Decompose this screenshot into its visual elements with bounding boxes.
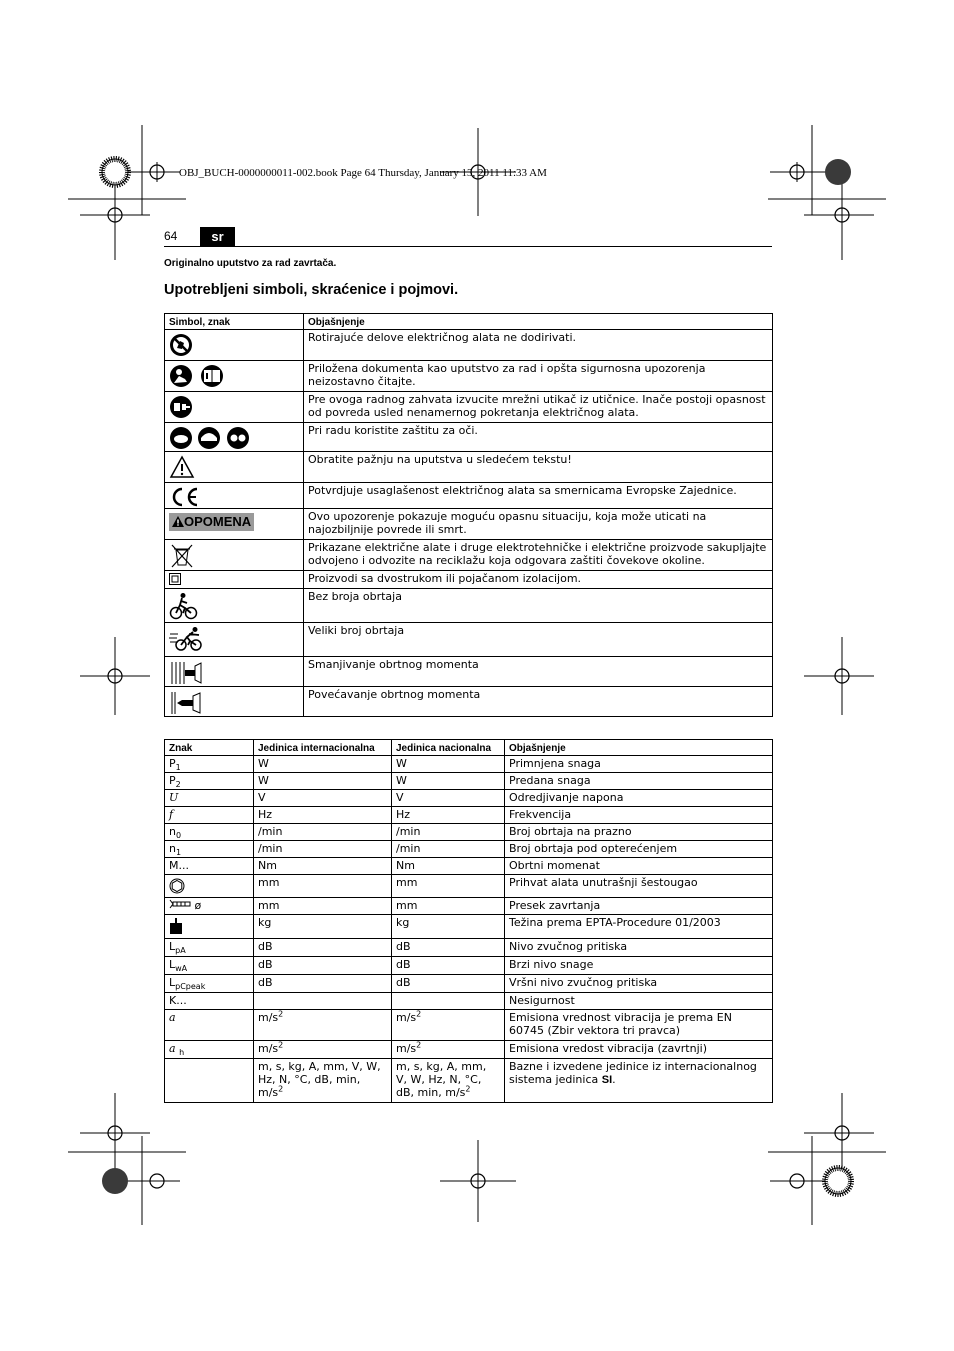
explanation-cell: Prikazane električne alate i druge elektrotehničke i električne proizvode sakupljajte odvojeno i odvozite na reciklažu koja odgovara zaštiti čovekove okoline. [304, 540, 773, 571]
sign-symbol: n [169, 842, 176, 855]
national-unit-cell: dB [392, 939, 505, 957]
eye-protection-icon [169, 426, 251, 451]
sign-symbol: P [169, 757, 176, 770]
symbol-cell [165, 687, 304, 717]
national-unit-cell [392, 1010, 505, 1041]
explanation-text: Bazne i izvedene jedinice iz internacionalnog sistema jedinica [509, 1060, 757, 1086]
explanation-cell: Pri radu koristite zaštitu za oči. [304, 423, 773, 452]
sign-cell [165, 939, 254, 957]
high-speed-bicycle-icon [169, 626, 205, 652]
explanation-cell: Frekvencija [505, 807, 773, 824]
symbol-cell [165, 509, 304, 540]
national-unit-cell: dB [392, 957, 505, 975]
national-unit-cell: /min [392, 824, 505, 841]
explanation-cell: Obratite pažnju na uputstva u sledećem tekstu! [304, 452, 773, 483]
language-tab: sr [200, 227, 235, 246]
table-row [165, 858, 773, 875]
table-row [165, 1010, 773, 1041]
unplug-icon [169, 395, 193, 419]
table-row [165, 509, 773, 540]
table-row [165, 824, 773, 841]
header-rule [164, 246, 772, 247]
sign-subscript: 1 [175, 763, 181, 773]
unit-text: m/s [396, 1011, 417, 1024]
sign-cell: a [165, 1010, 254, 1041]
table-row [165, 623, 773, 657]
international-unit-cell: kg [254, 915, 392, 939]
column-header-international-unit: Jedinica internacionalna [254, 740, 392, 756]
international-unit-cell: dB [254, 939, 392, 957]
explanation-cell: Nivo zvučnog pritiska [505, 939, 773, 957]
sign-subscript: h [179, 1048, 185, 1058]
table-row [165, 915, 773, 939]
table-row [165, 687, 773, 717]
explanation-cell: Povećavanje obrtnog momenta [304, 687, 773, 717]
national-unit-cell: W [392, 773, 505, 790]
page-number: 64 [164, 229, 178, 243]
table-row [165, 1059, 773, 1103]
sign-cell [165, 756, 254, 773]
unit-text: m/s [258, 1042, 279, 1055]
unit-superscript: 2 [416, 1009, 422, 1019]
explanation-cell: Emisiona vrednost vibracija je prema EN 60745 (Zbir vektora tri pravca) [505, 1010, 773, 1041]
sign-cell: f [165, 807, 254, 824]
explanation-cell: Predana snaga [505, 773, 773, 790]
table-row [165, 361, 773, 392]
table-row [165, 392, 773, 423]
units-table [164, 739, 773, 1103]
unit-superscript: 2 [278, 1009, 284, 1019]
table-row [165, 657, 773, 687]
table-row [165, 993, 773, 1010]
explanation-end: . [612, 1073, 616, 1086]
torque-increase-icon [169, 690, 203, 716]
national-unit-cell [392, 1059, 505, 1103]
national-unit-cell: V [392, 790, 505, 807]
symbol-cell [165, 361, 304, 392]
sign-cell: U [165, 790, 254, 807]
symbol-cell [165, 589, 304, 623]
explanation-cell: Primnjena snaga [505, 756, 773, 773]
international-unit-cell: /min [254, 841, 392, 858]
sign-subscript: 1 [175, 848, 182, 858]
double-insulation-icon [169, 573, 181, 585]
explanation-cell: Brzi nivo snage [505, 957, 773, 975]
section-title: Upotrebljeni simboli, skraćenice i pojmovi. [164, 282, 459, 298]
read-manual-icon [169, 364, 225, 389]
low-speed-bicycle-icon [169, 592, 199, 620]
explanation-cell: Rotirajuće delove električnog alata ne dodirivati. [304, 330, 773, 361]
international-unit-cell: mm [254, 875, 392, 898]
ce-mark-icon [169, 486, 199, 508]
sign-cell [165, 898, 254, 915]
unit-text: m/s [258, 1011, 279, 1024]
table-row [165, 330, 773, 361]
symbols-table-header [165, 314, 773, 330]
sign-cell [165, 773, 254, 790]
document-subtitle: Originalno uputstvo za rad zavrtača. [164, 258, 337, 269]
national-unit-cell: Hz [392, 807, 505, 824]
international-unit-cell [254, 1010, 392, 1041]
sign-cell [165, 957, 254, 975]
national-unit-cell [392, 993, 505, 1010]
table-row [165, 773, 773, 790]
symbol-cell [165, 623, 304, 657]
unit-text: m, s, kg, A, mm, V, W, Hz, N, °C, dB, min, m/s [396, 1060, 487, 1099]
explanation-cell: Obrtni momenat [505, 858, 773, 875]
explanation-cell: Vršni nivo zvučnog pritiska [505, 975, 773, 993]
explanation-cell: Smanjivanje obrtnog momenta [304, 657, 773, 687]
explanation-cell: Prihvat alata unutrašnji šestougao [505, 875, 773, 898]
international-unit-cell: Hz [254, 807, 392, 824]
unit-superscript: 2 [416, 1040, 422, 1050]
symbol-cell [165, 330, 304, 361]
explanation-cell: Ovo upozorenje pokazuje moguću opasnu situaciju, koja može uticati na najozbiljnije povrede ili smrt. [304, 509, 773, 540]
table-row [165, 841, 773, 858]
table-row [165, 452, 773, 483]
explanation-cell: Bez broja obrtaja [304, 589, 773, 623]
sign-symbol: L [169, 976, 176, 989]
opomena-label-text: OPOMENA [184, 514, 252, 529]
table-row [165, 807, 773, 824]
torque-decrease-icon [169, 660, 203, 686]
warning-triangle-icon [172, 516, 184, 527]
screw-diameter-icon [169, 899, 191, 909]
column-header-explanation: Objašnjenje [304, 314, 773, 330]
unit-text: m/s [396, 1042, 417, 1055]
symbol-cell [165, 657, 304, 687]
table-row [165, 571, 773, 589]
sign-subscript: pA [175, 946, 186, 956]
international-unit-cell: dB [254, 975, 392, 993]
explanation-cell: Priložena dokumenta kao uputstvo za rad i opšta sigurnosna upozorenja neizostavno čitajte. [304, 361, 773, 392]
si-abbreviation: SI [601, 1074, 613, 1086]
explanation-cell: Emisiona vredost vibracija (zavrtnji) [505, 1041, 773, 1059]
table-row [165, 1041, 773, 1059]
explanation-cell: Presek zavrtanja [505, 898, 773, 915]
explanation-cell: Potvrdjuje usaglašenost električnog alata sa smernicama Evropske Zajednice. [304, 483, 773, 509]
explanation-cell: Broj obrtaja na prazno [505, 824, 773, 841]
national-unit-cell: kg [392, 915, 505, 939]
symbol-cell [165, 483, 304, 509]
international-unit-cell: mm [254, 898, 392, 915]
sign-cell [165, 875, 254, 898]
sign-cell [165, 824, 254, 841]
explanation-cell [505, 1059, 773, 1103]
table-row [165, 975, 773, 993]
table-row [165, 898, 773, 915]
sign-cell [165, 975, 254, 993]
sign-subscript: 2 [175, 780, 181, 790]
crossed-bin-icon [169, 543, 195, 569]
symbol-cell [165, 392, 304, 423]
table-row [165, 589, 773, 623]
sign-cell: K... [165, 993, 254, 1010]
weight-icon [169, 917, 183, 935]
table-row [165, 957, 773, 975]
sign-symbol: L [169, 940, 176, 953]
international-unit-cell: dB [254, 957, 392, 975]
symbol-cell [165, 540, 304, 571]
sign-cell [165, 1041, 254, 1059]
column-header-symbol: Simbol, znak [165, 314, 304, 330]
explanation-cell: Broj obrtaja pod opterećenjem [505, 841, 773, 858]
international-unit-cell: W [254, 756, 392, 773]
sign-symbol: n [169, 825, 176, 838]
table-row [165, 756, 773, 773]
explanation-cell: Pre ovoga radnog zahvata izvucite mrežni utikač iz utičnice. Inače postoji opasnost od povreda usled nenamernog pokretanja električnog alata. [304, 392, 773, 423]
national-unit-cell: mm [392, 898, 505, 915]
sign-subscript: wA [175, 964, 188, 974]
national-unit-cell: dB [392, 975, 505, 993]
table-row [165, 423, 773, 452]
international-unit-cell: V [254, 790, 392, 807]
sign-symbol: a [169, 1042, 176, 1055]
book-info-line: OBJ_BUCH-0000000011-002.book Page 64 Thursday, January 13, 2011 11:33 AM [179, 167, 547, 179]
sign-symbol: L [169, 958, 176, 971]
national-unit-cell: Nm [392, 858, 505, 875]
table-row [165, 790, 773, 807]
units-table-header [165, 740, 773, 756]
opomena-warning-label [169, 513, 254, 531]
hexagon-chuck-icon [169, 878, 185, 894]
symbol-cell [165, 423, 304, 452]
unit-superscript: 2 [465, 1084, 471, 1094]
sign-cell: M... [165, 858, 254, 875]
unit-superscript: 2 [278, 1084, 284, 1094]
national-unit-cell: mm [392, 875, 505, 898]
unit-superscript: 2 [278, 1040, 284, 1050]
column-header-national-unit: Jedinica nacionalna [392, 740, 505, 756]
international-unit-cell [254, 1041, 392, 1059]
table-row [165, 875, 773, 898]
unit-text: m, s, kg, A, mm, V, W, Hz, N, °C, dB, min, m/s [258, 1060, 381, 1099]
national-unit-cell: W [392, 756, 505, 773]
sign-cell [165, 841, 254, 858]
national-unit-cell: /min [392, 841, 505, 858]
table-row [165, 939, 773, 957]
sign-subscript: pCpeak [175, 982, 206, 992]
diameter-symbol: ø [194, 899, 202, 912]
table-row [165, 483, 773, 509]
symbol-cell [165, 452, 304, 483]
symbol-cell [165, 571, 304, 589]
explanation-cell: Veliki broj obrtaja [304, 623, 773, 657]
national-unit-cell [392, 1041, 505, 1059]
column-header-sign: Znak [165, 740, 254, 756]
table-row [165, 540, 773, 571]
international-unit-cell [254, 993, 392, 1010]
explanation-cell: Nesigurnost [505, 993, 773, 1010]
sign-cell [165, 1059, 254, 1103]
international-unit-cell: Nm [254, 858, 392, 875]
international-unit-cell [254, 1059, 392, 1103]
symbols-table [164, 313, 773, 717]
sign-symbol: P [169, 774, 176, 787]
explanation-cell: Odredjivanje napona [505, 790, 773, 807]
column-header-explanation: Objašnjenje [505, 740, 773, 756]
explanation-cell: Težina prema EPTA-Procedure 01/2003 [505, 915, 773, 939]
warning-triangle-icon [169, 455, 195, 479]
international-unit-cell: /min [254, 824, 392, 841]
no-touch-rotating-icon [169, 333, 193, 357]
explanation-cell: Proizvodi sa dvostrukom ili pojačanom izolacijom. [304, 571, 773, 589]
sign-cell [165, 915, 254, 939]
international-unit-cell: W [254, 773, 392, 790]
sign-subscript: 0 [175, 831, 182, 841]
